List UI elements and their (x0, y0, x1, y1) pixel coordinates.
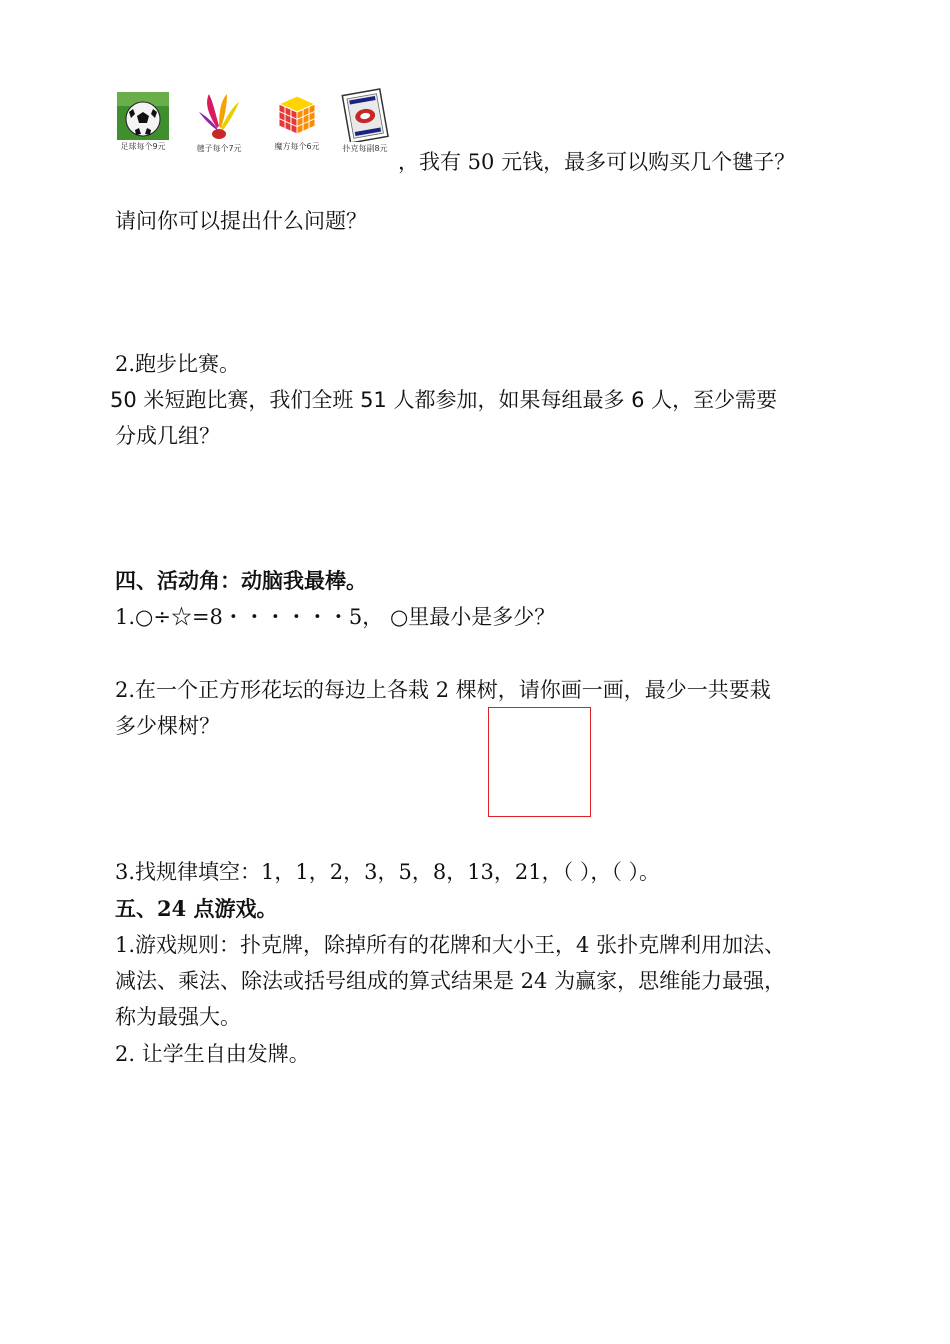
section-5-title: 五、24 点游戏。 (115, 896, 278, 921)
playing-cards-icon (336, 88, 394, 142)
shuttlecock-icon (197, 92, 241, 142)
product-caption: 足球每个9元 (120, 142, 166, 151)
section-4-question-2-line-1: 2.在一个正方形花坛的每边上各栽 2 棵树，请你画一画，最少一共要栽 (115, 678, 771, 702)
section-4-question-1: 1.○÷☆=8・・・・・・5， ○里最小是多少？ (115, 605, 556, 629)
soccer-ball-icon (117, 92, 169, 140)
question-1-prompt: 请问你可以提出什么问题？ (115, 209, 367, 233)
section-4-title: 四、活动角：动脑我最棒。 (115, 568, 367, 593)
product-caption: 毽子每个7元 (196, 144, 242, 153)
product-cube (266, 92, 328, 152)
section-5-rule-line-3: 称为最强大。 (115, 1005, 241, 1029)
section-5-rule-line-1: 1.游戏规则：扑克牌，除掉所有的花牌和大小王，4 张扑克牌利用加法、 (115, 933, 786, 957)
question-2-line-1: 50 米短跑比赛，我们全班 51 人都参加，如果每组最多 6 人，至少需要 (110, 388, 778, 412)
rubiks-cube-icon (275, 92, 319, 140)
product-soccer (112, 92, 174, 152)
square-flowerbed-drawing-area[interactable] (488, 707, 591, 817)
section-5-item-2: 2. 让学生自由发牌。 (115, 1042, 310, 1066)
question-2-title: 2.跑步比赛。 (115, 352, 241, 376)
question-1-text: ，我有 50 元钱，最多可以购买几个毽子？ (398, 150, 796, 174)
section-4-question-3: 3.找规律填空：1，1，2，3，5，8，13，21，（ ），（ ）。 (115, 860, 660, 884)
product-shuttlecock (188, 92, 250, 154)
product-caption: 扑克每副8元 (342, 144, 388, 153)
question-2-line-2: 分成几组？ (115, 424, 220, 448)
product-caption: 魔方每个6元 (274, 142, 320, 151)
product-cards (334, 88, 396, 154)
section-5-rule-line-2: 减法、乘法、除法或括号组成的算式结果是 24 为赢家，思维能力最强， (115, 969, 786, 993)
section-4-question-2-line-2: 多少棵树？ (115, 714, 220, 738)
